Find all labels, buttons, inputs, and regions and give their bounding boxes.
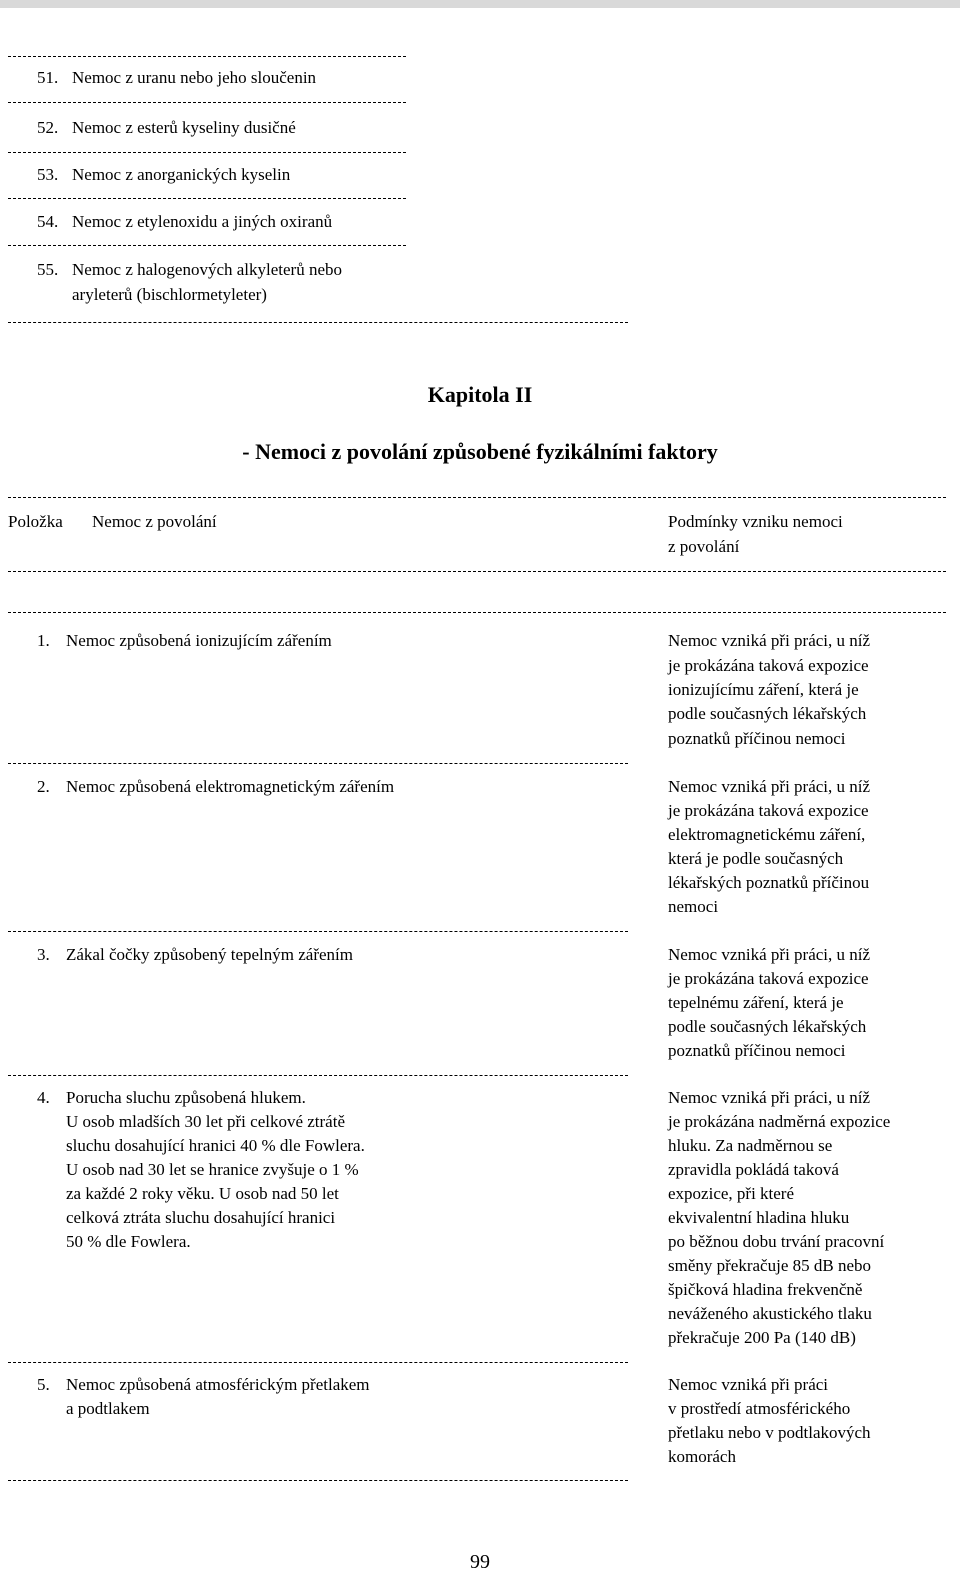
row-number: 4. (37, 1088, 50, 1107)
disease-line: Nemoc způsobená atmosférickým přetlakem (66, 1375, 370, 1394)
table-body-top-rule (8, 612, 946, 613)
item-label: Nemoc z anorganických kyselin (72, 165, 291, 184)
condition-line: Nemoc vzniká při práci, u níž (668, 1088, 871, 1107)
item-label: aryleterů (bischlormetyleter) (72, 285, 267, 304)
condition-line: expozice, při které (668, 1184, 795, 1203)
separator (8, 56, 406, 57)
disease-line: sluchu dosahující hranici 40 % dle Fowlera. (66, 1136, 365, 1155)
condition-line: zpravidla pokládá taková (668, 1160, 839, 1179)
table-header-bottom-rule (8, 571, 946, 572)
separator (8, 322, 628, 323)
row-number: 5. (37, 1375, 50, 1394)
item-label: Nemoc z etylenoxidu a jiných oxiranů (72, 212, 333, 231)
row-separator (8, 931, 628, 932)
condition-line: špičková hladina frekvenčně (668, 1280, 863, 1299)
condition-line: Nemoc vzniká při práci, u níž (668, 945, 871, 964)
item-number: 55. (37, 260, 59, 279)
table-header-top-rule (8, 497, 946, 498)
item-number: 51. (37, 68, 59, 87)
condition-line: komorách (668, 1447, 736, 1466)
condition-line: elektromagnetickému záření, (668, 825, 866, 844)
column-header-conditions: Podmínky vzniku nemoci (668, 512, 843, 531)
condition-line: je prokázána taková expozice (668, 656, 869, 675)
separator (8, 198, 406, 199)
condition-line: je prokázána taková expozice (668, 969, 869, 988)
row-number: 3. (37, 945, 50, 964)
condition-line: hluku. Za nadměrnou se (668, 1136, 833, 1155)
condition-line: nemoci (668, 897, 719, 916)
row-separator (8, 763, 628, 764)
page-top-bar (0, 0, 960, 8)
row-number: 2. (37, 777, 50, 796)
row-separator (8, 1362, 628, 1363)
condition-line: lékařských poznatků příčinou (668, 873, 870, 892)
disease-name: Nemoc způsobená elektromagnetickým zářením (66, 777, 395, 796)
separator (8, 152, 406, 153)
condition-line: Nemoc vzniká při práci, u níž (668, 631, 871, 650)
item-number: 54. (37, 212, 59, 231)
condition-line: ionizujícímu záření, která je (668, 680, 859, 699)
disease-line: U osob nad 30 let se hranice zvyšuje o 1 % (66, 1160, 359, 1179)
condition-line: podle současných lékařských (668, 1017, 867, 1036)
page-number: 99 (470, 1551, 490, 1573)
condition-line: překračuje 200 Pa (140 dB) (668, 1328, 856, 1347)
disease-line: za každé 2 roky věku. U osob nad 50 let (66, 1184, 339, 1203)
item-number: 53. (37, 165, 59, 184)
row-separator (8, 1480, 628, 1481)
condition-line: je prokázána nadměrná expozice (668, 1112, 891, 1131)
condition-line: poznatků příčinou nemoci (668, 729, 846, 748)
column-header-item: Položka (8, 512, 63, 531)
condition-line: po běžnou dobu trvání pracovní (668, 1232, 885, 1251)
condition-line: Nemoc vzniká při práci (668, 1375, 829, 1394)
disease-line: U osob mladších 30 let při celkové ztrátě (66, 1112, 345, 1131)
disease-line: 50 % dle Fowlera. (66, 1232, 191, 1251)
condition-line: která je podle současných (668, 849, 844, 868)
disease-name: Zákal čočky způsobený tepelným zářením (66, 945, 353, 964)
disease-line: Porucha sluchu způsobená hlukem. (66, 1088, 306, 1107)
column-header-disease: Nemoc z povolání (92, 512, 217, 531)
item-label: Nemoc z esterů kyseliny dusičné (72, 118, 296, 137)
condition-line: přetlaku nebo v podtlakových (668, 1423, 871, 1442)
disease-line: a podtlakem (66, 1399, 150, 1418)
chapter-subtitle: - Nemoci z povolání způsobené fyzikálními faktory (242, 439, 718, 464)
chapter-title: Kapitola II (427, 382, 533, 407)
condition-line: směny překračuje 85 dB nebo (668, 1256, 871, 1275)
item-label: Nemoc z uranu nebo jeho sloučenin (72, 68, 317, 87)
condition-line: poznatků příčinou nemoci (668, 1041, 846, 1060)
condition-line: ekvivalentní hladina hluku (668, 1208, 850, 1227)
condition-line: v prostředí atmosférického (668, 1399, 851, 1418)
separator (8, 102, 406, 103)
condition-line: neváženého akustického tlaku (668, 1304, 872, 1323)
separator (8, 245, 406, 246)
condition-line: je prokázána taková expozice (668, 801, 869, 820)
item-number: 52. (37, 118, 59, 137)
item-label: Nemoc z halogenových alkyleterů nebo (72, 260, 343, 279)
disease-name: Nemoc způsobená ionizujícím zářením (66, 631, 332, 650)
row-separator (8, 1075, 628, 1076)
disease-line: celková ztráta sluchu dosahující hranici (66, 1208, 336, 1227)
condition-line: podle současných lékařských (668, 704, 867, 723)
condition-line: tepelnému záření, která je (668, 993, 844, 1012)
column-header-conditions: z povolání (668, 537, 740, 556)
condition-line: Nemoc vzniká při práci, u níž (668, 777, 871, 796)
row-number: 1. (37, 631, 50, 650)
